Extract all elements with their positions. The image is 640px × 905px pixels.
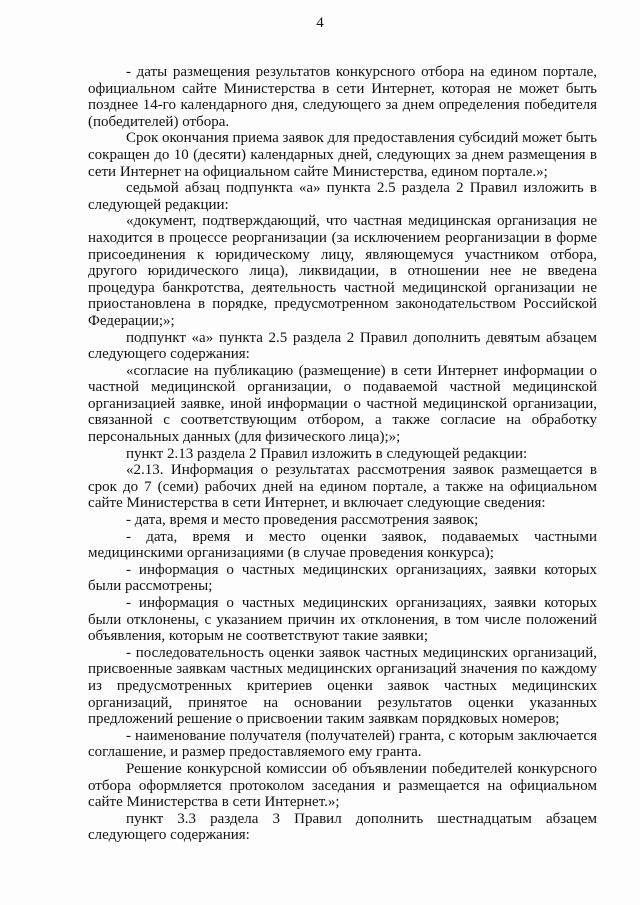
paragraph-2: Срок окончания приема заявок для предоставления субсидий может быть сокращен до 10 (десяти) календарных дней, следующих за днем размещения в сети Интернет на официальном сайте Министерства, едином портале.»; bbox=[88, 130, 597, 180]
paragraph-14: - наименование получателя (получателей) гранта, с которым заключается соглашение, и размер предоставляемого ему гранта. bbox=[88, 727, 597, 761]
paragraph-3: седьмой абзац подпункта «а» пункта 2.5 раздела 2 Правил изложить в следующей редакции: bbox=[88, 180, 597, 213]
paragraph-8: «2.13. Информация о результатах рассмотрения заявок размещается в срок до 7 (семи) рабочих дней на едином портале, а также на официальном сайте Министерства в сети Интернет, и включает следующие сведения: bbox=[88, 462, 597, 512]
paragraph-16: пункт 3.3 раздела 3 Правил дополнить шестнадцатым абзацем следующего содержания: bbox=[88, 810, 597, 844]
paragraph-15: Решение конкурсной комиссии об объявлении победителей конкурсного отбора оформляется протоколом заседания и размещается на официальном сайте Министерства в сети Интернет.»; bbox=[88, 760, 597, 811]
paragraph-13: - последовательность оценки заявок частных медицинских организаций, присвоенные заявкам частных медицинских организаций значения по каждому из предусмотренных критериев оценки заявок частных медицинских организаций, принятое на основании результатов оценки указанных предложений решение о присвоении таким заявкам порядковых номеров; bbox=[88, 644, 597, 728]
paragraph-1: - даты размещения результатов конкурсного отбора на едином портале, официальном сайте Министерства в сети Интернет, которая не может быть позднее 14-го календарного дня, следующего за днем определения победителя (победителей) отбора. bbox=[88, 64, 597, 130]
document-body bbox=[88, 64, 597, 844]
paragraph-12: - информация о частных медицинских организациях, заявки которых были отклонены, с указанием причин их отклонения, в том числе положений объявления, которым не соответствуют такие заявки; bbox=[88, 595, 597, 645]
paragraph-9: - дата, время и место проведения рассмотрения заявок; bbox=[126, 512, 479, 529]
page-number: 4 bbox=[316, 15, 324, 31]
paragraph-5: подпункт «а» пункта 2.5 раздела 2 Правил дополнить девятым абзацем следующего содержания: bbox=[88, 329, 597, 363]
paragraph-7: пункт 2.13 раздела 2 Правил изложить в следующей редакции: bbox=[126, 445, 528, 462]
paragraph-10: - дата, время и место оценки заявок, подаваемых частными медицинскими организациями (в случае проведения конкурса); bbox=[88, 528, 597, 562]
paragraph-11: - информация о частных медицинских организациях, заявки которых были рассмотрены; bbox=[88, 561, 597, 595]
paragraph-6: «согласие на публикацию (размещение) в сети Интернет информации о частной медицинской организации, о подаваемой частной медицинской организацией заявке, иной информации о частной медицинской организации, связанной с соответствующим отбором, а также согласие на обработку персональных данных (для физического лица);»; bbox=[88, 362, 597, 446]
paragraph-4: «документ, подтверждающий, что частная медицинская организация не находится в процессе реорганизации (за исключением реорганизации в форме присоединения к юридическому лицу, являющемуся участником отбора, другого юридического лица), ликвидации, в отношении нее не введена процедура банкротства, деятельность частной медицинской организации не приостановлена в порядке, предусмотренном законодательством Российской Федерации;»; bbox=[88, 213, 597, 329]
